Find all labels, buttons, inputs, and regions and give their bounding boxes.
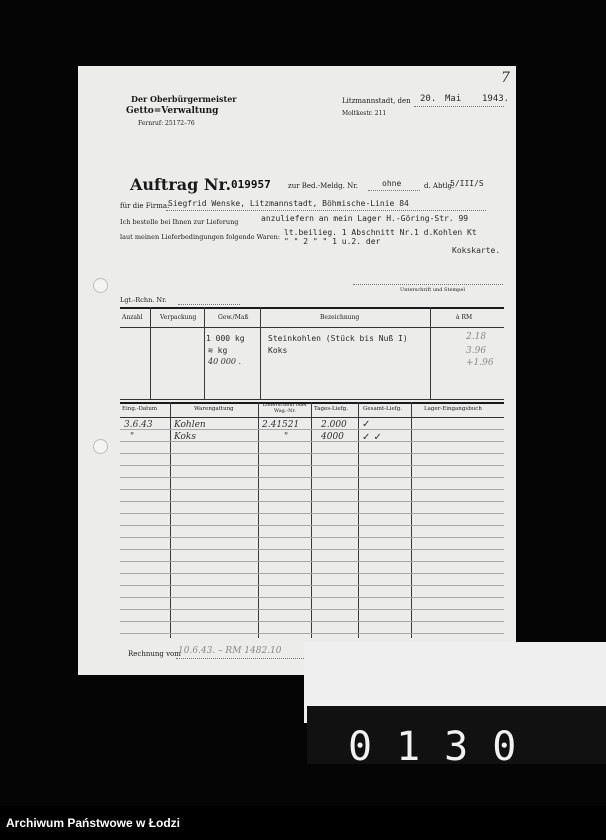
delivery-value: anzuliefern an mein Lager H.-Göring-Str. 99	[261, 214, 469, 223]
table2-header-rule	[120, 417, 504, 418]
ruled-line	[120, 501, 504, 502]
table1-row2-price: 3.96	[466, 346, 487, 356]
delivery-label: Ich bestelle bei Ihnen zur Lieferung	[120, 218, 239, 226]
table1-row1-description: Steinkohlen (Stück bis Nuß I)	[268, 334, 408, 343]
firm-value: Siegfrid Wenske, Litzmannstadt, Böhmische-Linie 84	[168, 199, 409, 208]
table1-top-rule	[120, 307, 504, 309]
ref-underline	[368, 190, 420, 191]
conditions-label: laut meinen Lieferbedingungen folgende Waren:	[120, 233, 281, 241]
archive-institution: Archiwum Państwowe w Łodzi	[6, 816, 181, 830]
table2-divider	[311, 402, 312, 638]
order-number: 019957	[231, 178, 271, 191]
table2-divider	[358, 402, 359, 638]
table1-header-description: Bezeichnung	[320, 314, 360, 321]
table2-top-rule	[120, 402, 504, 404]
ruled-line	[120, 609, 504, 610]
ruled-line	[120, 621, 504, 622]
date-underline	[414, 106, 504, 107]
page-mark: 7	[501, 70, 510, 86]
table2-row2-daily: 4000	[321, 432, 344, 442]
invoice-label: Rechnung vom	[128, 650, 181, 658]
ruled-line	[120, 513, 504, 514]
ruled-line	[120, 477, 504, 478]
street-address: Moltkestr. 211	[342, 110, 387, 117]
ledger-label: Lgt.-Rchn. Nr.	[120, 296, 167, 304]
table1-row2-amount: ≋ kg	[208, 346, 228, 355]
ruled-line	[120, 489, 504, 490]
dept-label: d. Abtlg.	[424, 182, 455, 190]
table1-divider	[204, 307, 205, 399]
ref-label: zur Bed.-Meldg. Nr.	[288, 182, 359, 190]
table1-row3-price: +1.96	[466, 358, 494, 368]
order-title: Auftrag Nr.	[130, 175, 232, 194]
table1-bottom-rule	[120, 399, 504, 400]
table1-divider	[260, 307, 261, 399]
invoice-value: 10.6.43. – RM 1482.10	[178, 646, 282, 656]
punch-hole	[93, 278, 108, 293]
table2-header-total: Gesamt-Liefg.	[363, 406, 403, 412]
table2-divider	[258, 402, 259, 638]
table1-row3-amount: 40 000 .	[208, 357, 242, 366]
table2-row2-total: ✓ ✓	[362, 432, 382, 443]
table1-row1-amount: 1 000 kg	[206, 334, 245, 343]
table2-divider	[411, 402, 412, 638]
firm-underline	[166, 210, 486, 211]
date-year: 1943.	[482, 94, 510, 104]
ruled-line	[120, 549, 504, 550]
ruled-line	[120, 561, 504, 562]
ledger-underline	[178, 304, 240, 305]
table1-divider	[430, 307, 431, 399]
firm-label: für die Firma:	[120, 202, 170, 210]
table2-header-goods: Warengattung	[194, 406, 234, 412]
signature-line	[353, 284, 503, 285]
table1-header-price: à RM	[456, 314, 473, 321]
table1-header-rule	[120, 327, 504, 328]
signature-label: Unterschrift und Stempel	[400, 287, 465, 293]
phone-number: Fernruf: 25172–76	[138, 120, 195, 127]
document-page	[78, 66, 516, 675]
table2-row2-goods: Koks	[174, 432, 196, 442]
table2-row2-slip: "	[284, 432, 289, 442]
goods-line-1: lt.beilieg. 1 Abschnitt Nr.1 d.Kohlen Kt	[284, 228, 477, 237]
ruled-line	[120, 633, 504, 634]
table2-header-date: Eing.-Datum	[122, 406, 158, 412]
table2-row1-goods: Kohlen	[174, 420, 206, 430]
city-date-label: Litzmannstadt, den	[342, 97, 411, 105]
ref-value: ohne	[382, 179, 402, 188]
table2-row1-total: ✓	[362, 419, 371, 430]
ruled-line	[120, 453, 504, 454]
goods-line-3: Kokskarte.	[452, 246, 501, 255]
ruled-line	[120, 525, 504, 526]
table1-row1-price: 2.18	[466, 332, 487, 342]
table2-divider	[170, 402, 171, 638]
ruled-line	[120, 585, 504, 586]
punch-hole	[93, 439, 108, 454]
ruled-line	[120, 597, 504, 598]
date-day: 20.	[420, 94, 437, 104]
table2-row1-date: 3.6.43	[124, 420, 153, 430]
ruled-line	[120, 537, 504, 538]
office-department: Getto=Verwaltung	[126, 106, 219, 116]
office-name: Der Oberbürgermeister	[131, 94, 237, 104]
table1-row2-description: Koks	[268, 346, 288, 355]
goods-line-2: " " 2 " " 1 u.2. der	[284, 237, 381, 246]
frame-number: 0130	[348, 724, 541, 770]
table2-row2-date: "	[130, 432, 135, 442]
table2-row1-slip: 2.41521	[262, 420, 300, 430]
dept-value: 5/III/S	[450, 179, 484, 188]
ruled-line	[120, 465, 504, 466]
table1-header-weight: Gew./Maß	[218, 314, 249, 321]
date-month: Mai	[445, 94, 462, 104]
table1-header-packing: Verpackung	[160, 314, 197, 321]
table2-row1-daily: 2.000	[321, 420, 347, 430]
table1-divider	[150, 307, 151, 399]
table2-header-ledger: Lager-Eingangsbuch	[424, 406, 482, 412]
table2-header-slip: Lieferschein oder Wag.-Nr.	[262, 402, 308, 414]
table2-header-daily: Tages-Liefg.	[314, 406, 348, 412]
ruled-line	[120, 573, 504, 574]
table1-header-amount: Anzahl	[122, 314, 143, 321]
